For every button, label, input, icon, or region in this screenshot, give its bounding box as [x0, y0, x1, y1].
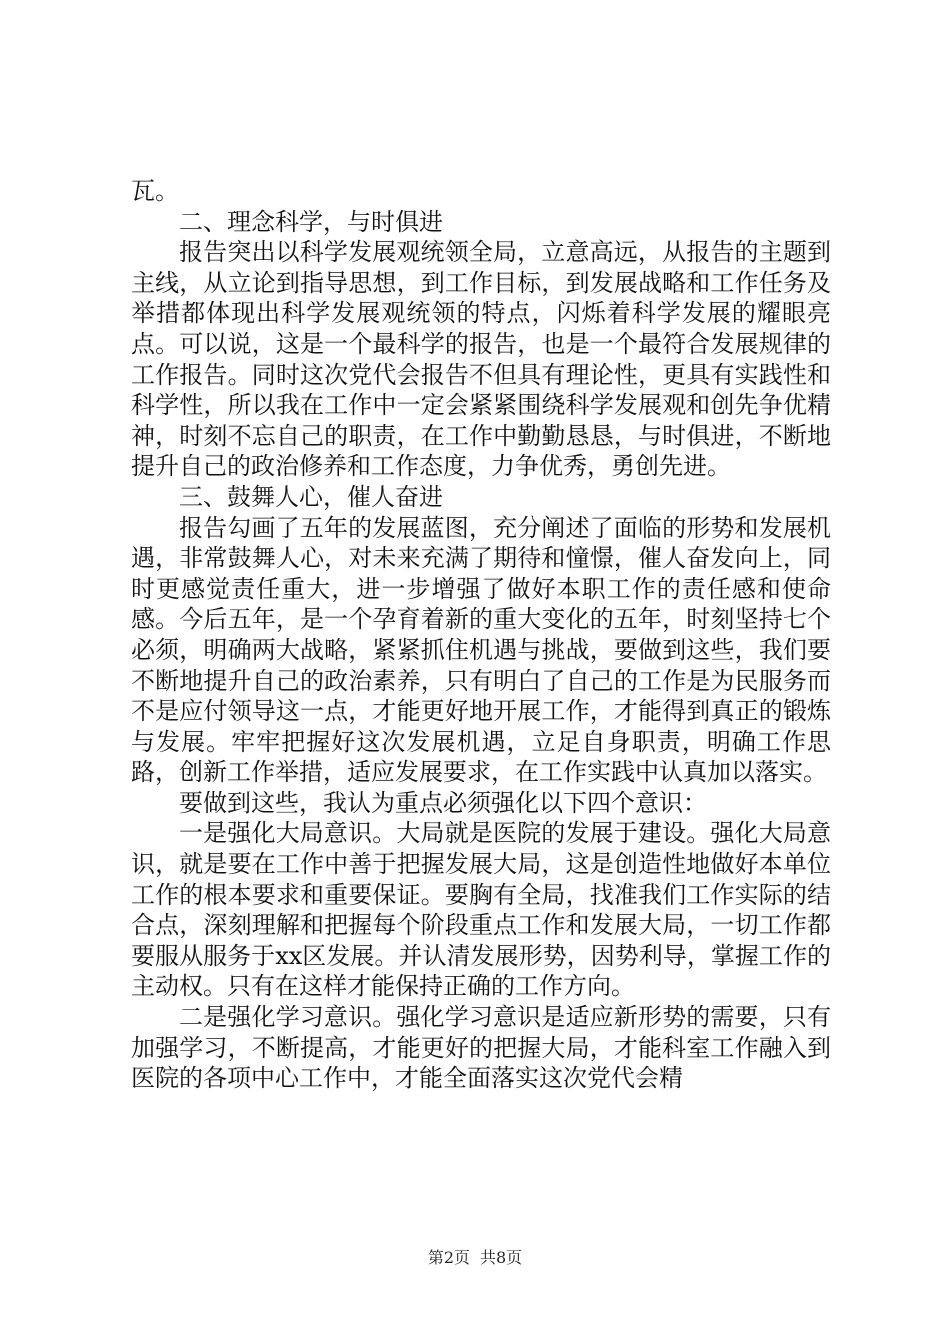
section-heading-3: 三、鼓舞人心，催人奋进 — [179, 482, 443, 511]
paragraph-continuation: 瓦。 — [131, 177, 179, 205]
document-body — [131, 176, 831, 1094]
section-heading-2: 二、理念科学，与时俱进 — [179, 207, 443, 236]
page-total: 共8页 — [480, 1248, 523, 1267]
paragraph: 报告勾画了五年的发展蓝图，充分阐述了面临的形势和发展机遇，非常鼓舞人心，对未来充满了期待和憧憬，催人奋发向上，同时更感觉责任重大，进一步增强了做好本职工作的责任感和使命感。今后五年，是一个孕育着新的重大变化的五年，时刻坚持七个必须，明确两大战略，紧紧抓住机遇与挑战，要做到这些，我们要不断地提升自己的政治素养，只有明白了自己的工作是为民服务而不是应付领导这一点，才能更好地开展工作，才能得到真正的锻炼与发展。牢牢把握好这次发展机遇，立足自身职责，明确工作思路，创新工作举措，适应发展要求，在工作实践中认真加以落实。 — [131, 513, 831, 787]
page-number: 第2页 — [427, 1248, 470, 1267]
paragraph: 报告突出以科学发展观统领全局，立意高远，从报告的主题到主线，从立论到指导思想，到工作目标，到发展战略和工作任务及举措都体现出科学发展观统领的特点，闪烁着科学发展的耀眼亮点。可以说，这是一个最科学的报告，也是一个最符合发展规律的工作报告。同时这次党代会报告不但具有理论性，更具有实践性和科学性，所以我在工作中一定会紧紧围绕科学发展观和创先争优精神，时刻不忘自己的职责，在工作中勤勤恳恳，与时俱进，不断地提升自己的政治修养和工作态度，力争优秀，勇创先进。 — [131, 238, 831, 481]
paragraph: 二是强化学习意识。强化学习意识是适应新形势的需要，只有加强学习，不断提高，才能更好的把握大局，才能科室工作融入到医院的各项中心工作中，才能全面落实这次党代会精 — [131, 1003, 831, 1093]
paragraph: 要做到这些，我认为重点必须强化以下四个意识： — [179, 788, 707, 817]
paragraph: 一是强化大局意识。大局就是医院的发展于建设。强化大局意识，就是要在工作中善于把握发展大局，这是创造性地做好本单位工作的根本要求和重要保证。要胸有全局，找准我们工作实际的结合点，深刻理解和把握每个阶段重点工作和发展大局，一切工作都要服从服务于xx区发展。并认清发展形势，因势利导，掌握工作的主动权。只有在这样才能保持正确的工作方向。 — [131, 819, 831, 1001]
page-footer — [0, 1245, 950, 1268]
